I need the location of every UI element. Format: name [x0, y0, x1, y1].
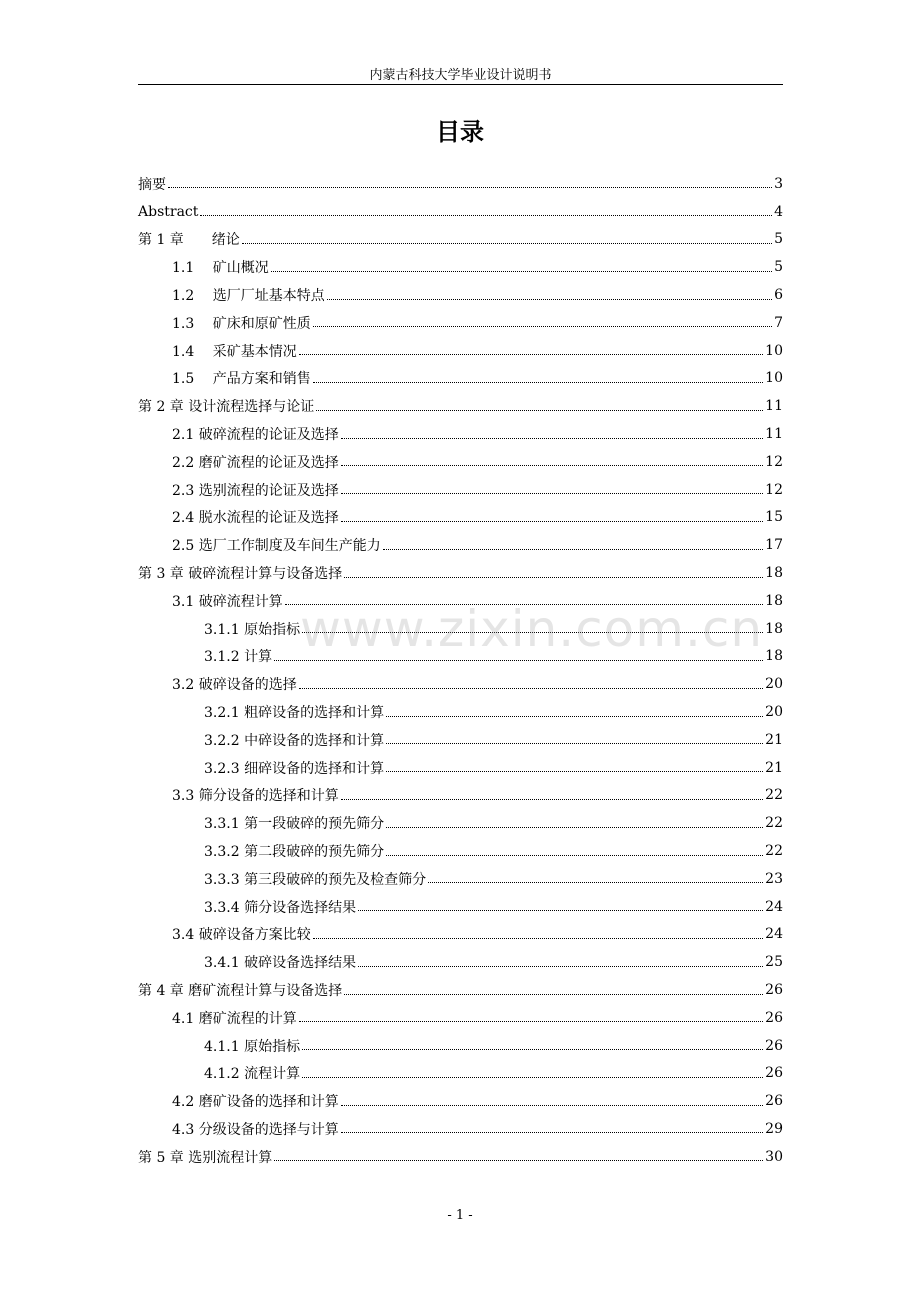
- dot-leader: [344, 980, 763, 995]
- toc-entry[interactable]: [138, 198, 783, 226]
- dot-leader: [341, 785, 763, 800]
- toc-entry[interactable]: [138, 1032, 783, 1060]
- dot-leader: [386, 702, 763, 717]
- toc-entry-page: 20: [765, 704, 783, 721]
- toc-entry[interactable]: [138, 365, 783, 393]
- dot-leader: [242, 229, 772, 244]
- toc-entry-page: 12: [765, 481, 783, 498]
- toc-entry[interactable]: [138, 420, 783, 448]
- toc-entry-page: 15: [765, 509, 783, 526]
- toc-entry-page: 30: [765, 1148, 783, 1165]
- dot-leader: [302, 1063, 763, 1078]
- dot-leader: [341, 507, 763, 522]
- toc-entry-title: 第 1 章 绪论: [138, 232, 240, 249]
- toc-entry[interactable]: [138, 809, 783, 837]
- toc-entry-title: 3.2 破碎设备的选择: [172, 677, 297, 694]
- toc-entry-title: 1.3 矿床和原矿性质: [172, 315, 311, 332]
- toc-entry[interactable]: [138, 1087, 783, 1115]
- toc-entry-title: 第 5 章 选别流程计算: [138, 1149, 273, 1166]
- toc-entry-title: 3.2.2 中碎设备的选择和计算: [204, 732, 385, 749]
- toc-entry-title: 第 4 章 磨矿流程计算与设备选择: [138, 983, 343, 999]
- toc-entry-title: 1.5 产品方案和销售: [172, 371, 311, 388]
- toc-entry[interactable]: [138, 1115, 783, 1143]
- page-header: 内蒙古科技大学毕业设计说明书: [369, 68, 552, 83]
- page-title: 目录: [436, 118, 484, 146]
- toc-entry[interactable]: [138, 170, 783, 198]
- toc-entry[interactable]: [138, 226, 783, 254]
- toc-entry-page: 11: [765, 398, 783, 415]
- toc-entry[interactable]: [138, 281, 783, 309]
- dot-leader: [313, 368, 763, 383]
- dot-leader: [341, 1118, 763, 1133]
- toc-entry[interactable]: [138, 754, 783, 782]
- toc-entry[interactable]: [138, 837, 783, 865]
- toc-entry[interactable]: [138, 670, 783, 698]
- toc-entry-page: 5: [774, 259, 783, 276]
- toc-entry-title: 2.4 脱水流程的论证及选择: [172, 510, 339, 527]
- toc-entry-page: 20: [765, 676, 783, 693]
- toc-entry-title: 2.3 选别流程的论证及选择: [172, 482, 339, 499]
- dot-leader: [299, 674, 763, 689]
- toc-entry-page: 18: [765, 648, 783, 665]
- dot-leader: [386, 757, 763, 772]
- toc-entry-title: 2.1 破碎流程的论证及选择: [172, 427, 339, 444]
- dot-leader: [327, 285, 772, 300]
- toc-entry[interactable]: [138, 448, 783, 476]
- dot-leader: [271, 257, 772, 272]
- toc-entry-page: 4: [774, 203, 783, 220]
- toc-entry-page: 17: [765, 537, 783, 554]
- dot-leader: [386, 813, 763, 828]
- toc-entry-page: 22: [765, 843, 783, 860]
- header-rule: [138, 84, 783, 85]
- toc-entry-title: 2.5 选厂工作制度及车间生产能力: [172, 538, 381, 555]
- toc-entry[interactable]: [138, 865, 783, 893]
- toc-entry[interactable]: [138, 1004, 783, 1032]
- dot-leader: [299, 340, 763, 355]
- dot-leader: [299, 1007, 763, 1022]
- watermark: www.zixin.com.cn: [300, 600, 764, 658]
- toc-entry[interactable]: [138, 1060, 783, 1088]
- toc-entry-title: 4.2 磨矿设备的选择和计算: [172, 1094, 339, 1111]
- toc-entry-page: 18: [765, 592, 783, 609]
- dot-leader: [383, 535, 763, 550]
- toc-entry-page: 26: [765, 982, 783, 998]
- toc-entry-title: 4.3 分级设备的选择与计算: [172, 1121, 339, 1138]
- page-number: - 1 -: [447, 1208, 473, 1223]
- toc-entry[interactable]: [138, 504, 783, 532]
- dot-leader: [358, 896, 763, 911]
- dot-leader: [168, 173, 772, 188]
- toc-entry-title: 3.1 破碎流程计算: [172, 593, 283, 610]
- toc-entry-page: 7: [774, 314, 783, 331]
- toc-entry-page: 18: [765, 565, 783, 582]
- toc-entry-title: 3.3.3 第三段破碎的预先及检查筛分: [204, 871, 427, 888]
- toc-entry-page: 25: [765, 954, 783, 971]
- toc-entry-title: 4.1.1 原始指标: [204, 1038, 301, 1055]
- toc-entry-title: 3.4.1 破碎设备选择结果: [204, 955, 357, 972]
- toc-entry-page: 29: [765, 1120, 783, 1137]
- toc-entry-page: 24: [765, 898, 783, 915]
- toc-entry[interactable]: [138, 698, 783, 726]
- toc-entry[interactable]: [138, 726, 783, 754]
- dot-leader: [344, 563, 763, 578]
- toc-entry-page: 10: [765, 370, 783, 387]
- dot-leader: [386, 729, 763, 744]
- toc-entry-title: 4.1 磨矿流程的计算: [172, 1010, 297, 1027]
- dot-leader: [302, 1035, 763, 1050]
- dot-leader: [358, 952, 763, 967]
- toc-entry[interactable]: [138, 309, 783, 337]
- toc-entry-title: 4.1.2 流程计算: [204, 1066, 301, 1083]
- dot-leader: [386, 841, 763, 856]
- toc-entry-title: 3.3 筛分设备的选择和计算: [172, 788, 339, 805]
- toc-entry-page: 3: [774, 175, 783, 192]
- toc-entry[interactable]: [138, 559, 783, 587]
- toc-entry[interactable]: [138, 948, 783, 976]
- toc-entry-title: 1.1 矿山概况: [172, 260, 269, 277]
- toc-entry[interactable]: [138, 392, 783, 420]
- toc-entry-page: 26: [765, 1037, 783, 1054]
- dot-leader: [313, 924, 763, 939]
- toc-entry-page: 21: [765, 731, 783, 748]
- dot-leader: [341, 424, 763, 439]
- toc-entry-page: 22: [765, 787, 783, 804]
- toc-entry-page: 18: [765, 620, 783, 637]
- dot-leader: [316, 396, 763, 411]
- toc-entry[interactable]: [138, 1143, 783, 1171]
- dot-leader: [313, 312, 772, 327]
- toc-entry[interactable]: [138, 976, 783, 1004]
- toc-entry[interactable]: [138, 531, 783, 559]
- toc-entry-title: 3.2.1 粗碎设备的选择和计算: [204, 705, 385, 722]
- toc-entry-page: 24: [765, 926, 783, 943]
- dot-leader: [428, 868, 763, 883]
- toc-entry-title: 3.3.1 第一段破碎的预先筛分: [204, 816, 385, 833]
- toc-entry-page: 22: [765, 815, 783, 832]
- toc-entry[interactable]: [138, 337, 783, 365]
- dot-leader: [200, 201, 772, 216]
- toc-entry[interactable]: [138, 893, 783, 921]
- toc-entry-title: 第 3 章 破碎流程计算与设备选择: [138, 566, 343, 583]
- toc-entry-page: 6: [774, 287, 783, 304]
- toc-entry[interactable]: [138, 253, 783, 281]
- dot-leader: [341, 479, 763, 494]
- toc-entry-title: 3.1.2 计算: [204, 649, 273, 666]
- toc-entry-title: 3.3.2 第二段破碎的预先筛分: [204, 844, 385, 861]
- toc-entry-title: Abstract: [138, 203, 199, 220]
- toc-entry-page: 21: [765, 759, 783, 776]
- toc-entry-title: 1.2 选厂厂址基本特点: [172, 288, 325, 305]
- toc-entry-title: 2.2 磨矿流程的论证及选择: [172, 454, 339, 471]
- dot-leader: [341, 451, 763, 466]
- toc-entry-page: 5: [774, 231, 783, 248]
- toc-entry-page: 26: [765, 1093, 783, 1110]
- toc-entry-title: 3.3.4 筛分设备选择结果: [204, 899, 357, 916]
- toc-entry[interactable]: [138, 921, 783, 949]
- toc-entry-page: 11: [765, 426, 783, 443]
- toc-entry-page: 12: [765, 453, 783, 470]
- toc-entry-title: 第 2 章 设计流程选择与论证: [138, 399, 315, 416]
- toc-entry-title: 3.4 破碎设备方案比较: [172, 927, 311, 944]
- toc-entry-page: 26: [765, 1009, 783, 1026]
- toc-entry[interactable]: [138, 476, 783, 504]
- toc-entry-title: 摘要: [138, 176, 166, 193]
- dot-leader: [341, 1091, 763, 1106]
- toc-entry-page: 23: [765, 870, 783, 887]
- toc-entry-title: 1.4 采矿基本情况: [172, 343, 297, 360]
- dot-leader: [274, 1146, 763, 1161]
- toc-entry[interactable]: [138, 782, 783, 810]
- toc-entry-title: 3.2.3 细碎设备的选择和计算: [204, 760, 385, 777]
- table-of-contents: [138, 170, 783, 1171]
- toc-entry-page: 10: [765, 342, 783, 359]
- toc-entry-title: 3.1.1 原始指标: [204, 621, 301, 638]
- toc-entry-page: 26: [765, 1065, 783, 1082]
